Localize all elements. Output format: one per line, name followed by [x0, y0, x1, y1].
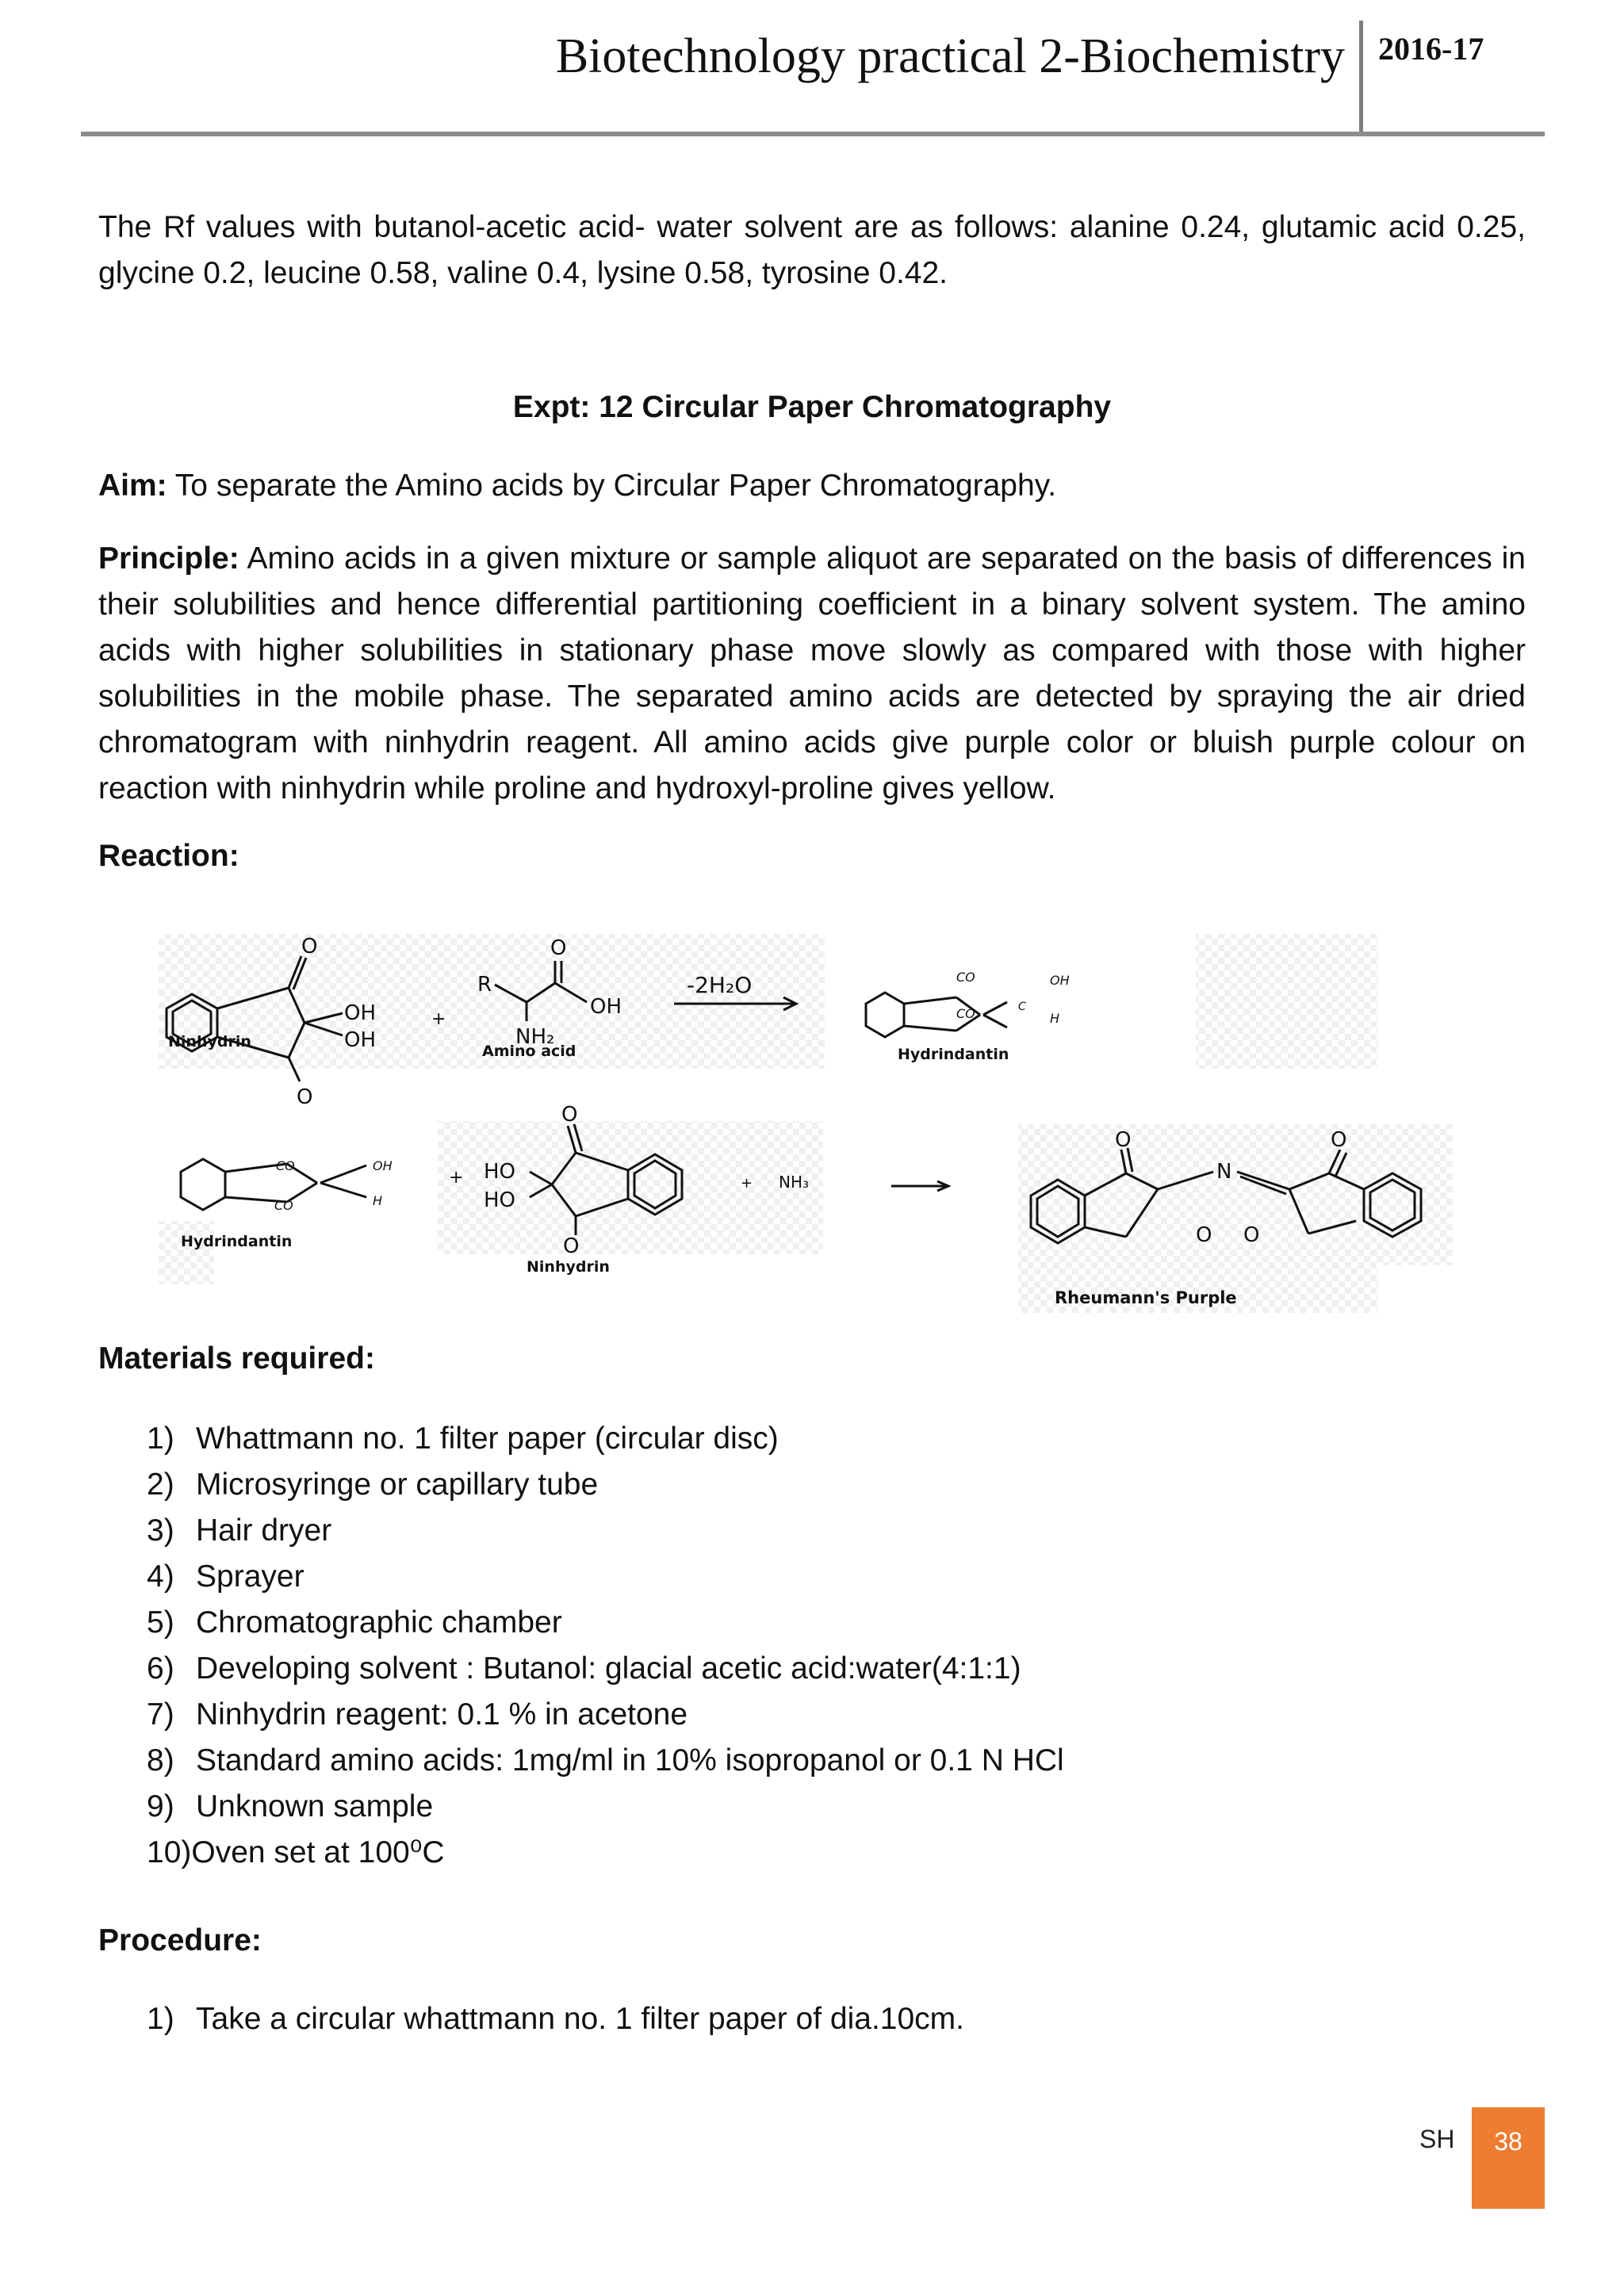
list-number: 9) [147, 1789, 174, 1823]
list-number: 10) [147, 1835, 192, 1869]
list-text: Chromatographic chamber [196, 1605, 562, 1640]
amino-r-label: R [477, 973, 492, 997]
hydrindantin-h-label-2: H [373, 1193, 383, 1208]
principle-text: Amino acids in a given mixture or sample aliquot are separated on the basis of differences in their solubilities and hence differential partitioning coefficient in a binary solvent system. The amino acids with higher solubilities in stationary phase move slowly as compared with those with higher solubilities in the mobile phase. The separated amino acids are detected by spraying the air dried chromatogram with ninhydrin reagent. All amino acids give purple color or bluish purple colour on reaction with ninhydrin while proline and hydroxyl-proline gives yellow. [98, 541, 1526, 806]
principle-paragraph [98, 536, 1526, 812]
list-number: 3) [147, 1513, 174, 1548]
list-number: 1) [147, 1422, 174, 1456]
list-number: 6) [147, 1651, 174, 1686]
hydrindantin-h-label: H [1050, 1011, 1060, 1026]
page-number: 38 [1472, 2107, 1545, 2209]
amino-nh2-label: NH₂ [515, 1025, 555, 1049]
list-item [147, 1554, 1064, 1600]
list-item [147, 1692, 1064, 1738]
hydrindantin-label-bottom: Hydrindantin [181, 1233, 293, 1250]
scheme-background [438, 1121, 823, 1254]
list-text: Take a circular whattmann no. 1 filter paper of dia.10cm. [196, 2002, 964, 2036]
list-text: Standard amino acids: 1mg/ml in 10% isopropanol or 0.1 N HCl [196, 1743, 1064, 1777]
reaction-heading: Reaction: [98, 839, 239, 873]
list-text: Oven set at 100⁰C [191, 1835, 445, 1869]
plus-sign-3: + [741, 1175, 753, 1192]
list-text: Hair dryer [196, 1513, 332, 1548]
ninhydrin-oh-label-1: OH [344, 1001, 377, 1025]
hydrindantin-label-top: Hydrindantin [898, 1046, 1009, 1063]
list-item [147, 1646, 1064, 1692]
list-item [147, 1784, 1064, 1830]
hydrindantin-oh-label-2: OH [373, 1158, 393, 1173]
procedure-heading: Procedure: [98, 1923, 262, 1957]
header-divider [1359, 21, 1363, 133]
header-year: 2016-17 [1378, 31, 1484, 67]
hydrindantin-oh-label: OH [1050, 973, 1070, 988]
amino-oh-label: OH [590, 995, 622, 1019]
list-item [147, 1830, 1064, 1876]
hydrindantin-co-label-4: CO [274, 1198, 293, 1213]
list-number: 7) [147, 1697, 174, 1732]
list-text: Sprayer [196, 1559, 304, 1594]
product-o-label-3: O [1196, 1223, 1212, 1247]
ninhydrin-ho-label-2: HO [484, 1188, 516, 1212]
header-title: Biotechnology practical 2-Biochemistry [555, 29, 1345, 83]
hydrindantin-co-label-1: CO [956, 970, 975, 985]
amino-o-label: O [550, 936, 567, 960]
list-text: Ninhydrin reagent: 0.1 % in acetone [196, 1697, 688, 1732]
plus-sign-1: + [431, 1009, 446, 1029]
ninhydrin-o-label-3: O [561, 1103, 578, 1127]
hydrindantin-c-label: C [1018, 1001, 1026, 1013]
footer-initials: SH [1419, 2125, 1455, 2153]
materials-heading: Materials required: [98, 1341, 375, 1376]
list-text: Unknown sample [196, 1789, 434, 1823]
hydrindantin-co-label-3: CO [276, 1158, 295, 1173]
product-n-label: N [1216, 1160, 1232, 1184]
ninhydrin-o-label-4: O [563, 1234, 580, 1258]
aim-label: Aim: [98, 469, 167, 503]
header-rule [81, 132, 1545, 136]
list-number: 2) [147, 1468, 174, 1502]
hydrindantin-structure-top [866, 993, 1007, 1037]
ninhydrin-label-bottom: Ninhydrin [527, 1258, 610, 1276]
hydrindantin-structure-bottom [181, 1159, 366, 1210]
ninhydrin-oh-label-2: OH [344, 1028, 377, 1052]
scheme-background [1196, 934, 1378, 1069]
list-item [147, 1600, 1064, 1646]
list-item [147, 1416, 1064, 1462]
ninhydrin-label-top: Ninhydrin [168, 1033, 251, 1050]
aim-text: To separate the Amino acids by Circular Paper Chromatography. [167, 469, 1057, 503]
list-number: 1) [147, 2002, 174, 2036]
aim-paragraph [98, 463, 1526, 509]
list-item [147, 1508, 1064, 1554]
hydrindantin-co-label-2: CO [956, 1006, 975, 1021]
list-item [147, 1996, 964, 2042]
rf-values-paragraph: The Rf values with butanol-acetic acid- water solvent are as follows: alanine 0.24, glutamic acid 0.25, glycine 0.2, leucine 0.58, valine 0.4, lysine 0.58, tyrosine 0.42. [98, 210, 1526, 290]
amino-acid-label: Amino acid [482, 1043, 576, 1060]
list-text: Developing solvent : Butanol: glacial acetic acid:water(4:1:1) [196, 1651, 1021, 1686]
water-loss-label: -2H₂O [687, 972, 753, 998]
ammonia-label: NH₃ [779, 1173, 810, 1192]
list-number: 8) [147, 1743, 174, 1777]
list-text: Whattmann no. 1 filter paper (circular disc) [196, 1422, 779, 1456]
procedure-list [147, 1996, 964, 2042]
ninhydrin-ho-label-1: HO [484, 1160, 516, 1184]
product-label: Rheumann's Purple [1055, 1288, 1237, 1307]
product-o-label-1: O [1115, 1128, 1132, 1152]
product-o-label-4: O [1243, 1223, 1260, 1247]
list-item [147, 1738, 1064, 1784]
ninhydrin-o-label-1: O [301, 935, 318, 959]
product-o-label-2: O [1331, 1128, 1347, 1152]
scheme-background [159, 1221, 214, 1284]
list-number: 5) [147, 1605, 174, 1640]
list-text: Microsyringe or capillary tube [196, 1468, 599, 1502]
list-number: 4) [147, 1559, 174, 1594]
principle-label: Principle: [98, 541, 239, 576]
experiment-title: Expt: 12 Circular Paper Chromatography [512, 390, 1112, 424]
list-item [147, 1462, 1064, 1508]
reaction-scheme [0, 920, 1624, 1332]
ninhydrin-o-label-2: O [297, 1085, 313, 1109]
plus-sign-2: + [449, 1168, 464, 1188]
materials-list [147, 1416, 1064, 1876]
